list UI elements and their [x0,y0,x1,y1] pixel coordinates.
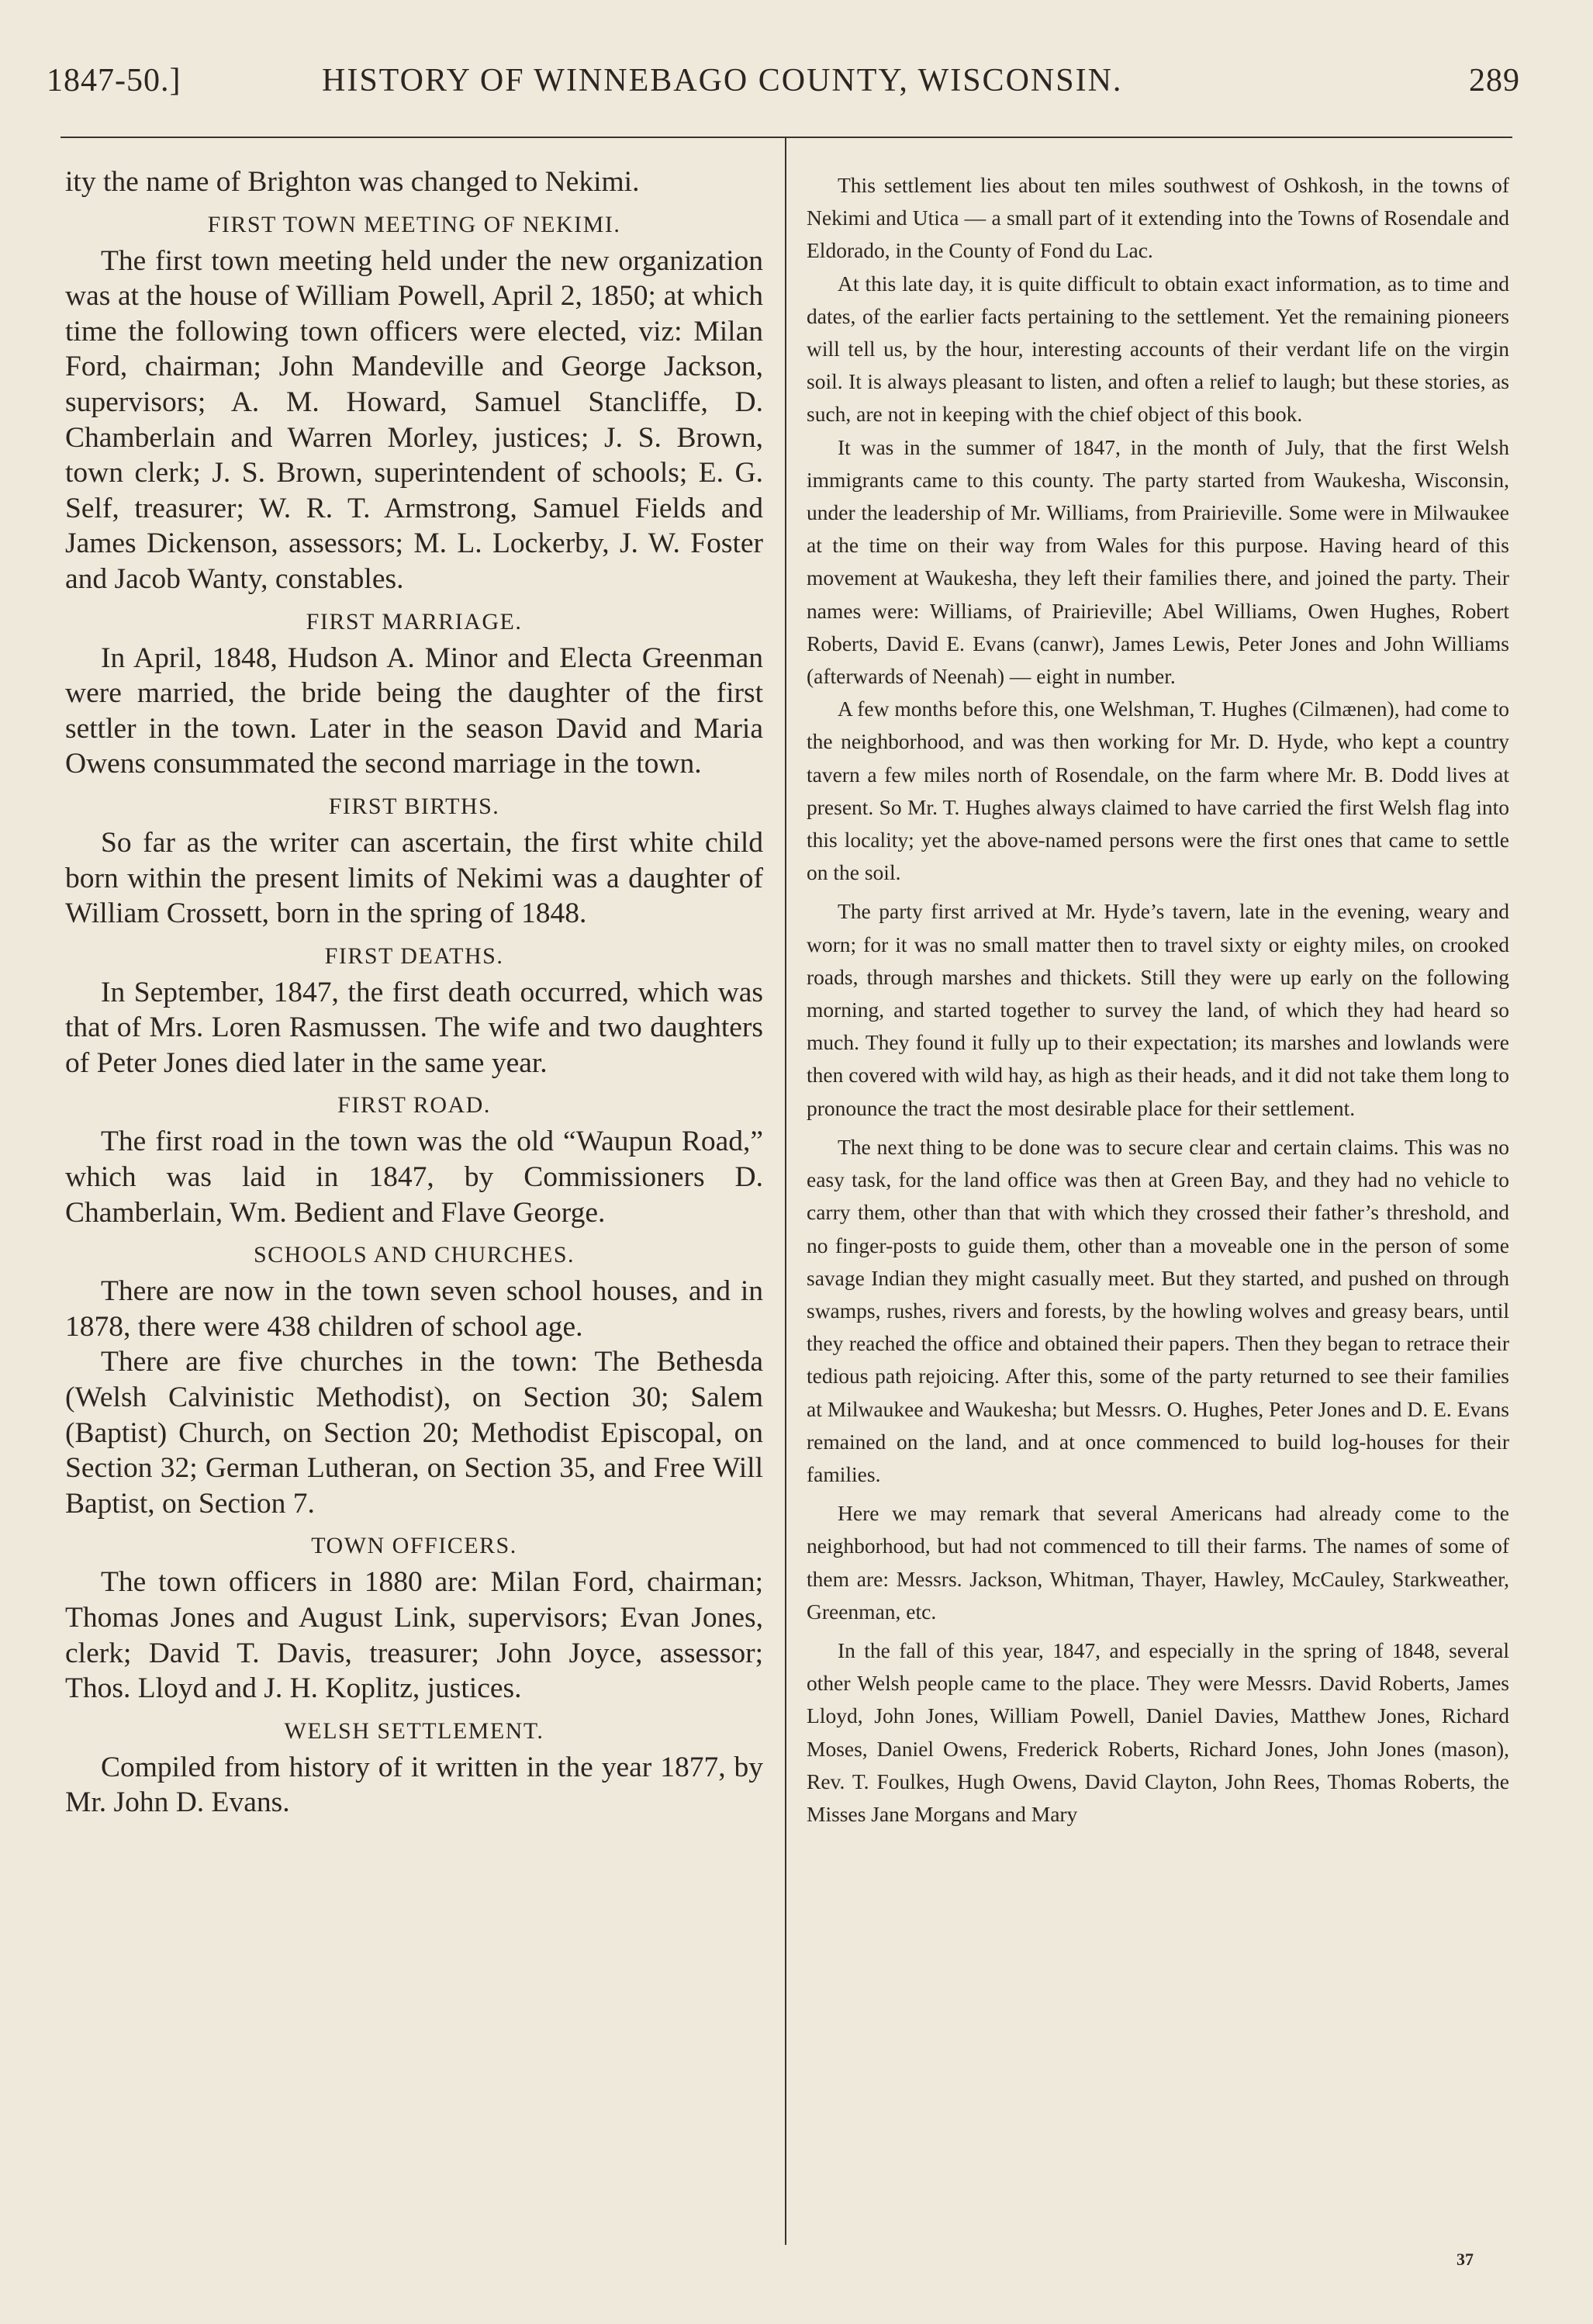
column-divider [785,138,786,2245]
paragraph: A few months before this, one Welshman, T. Hughes (Cilmænen), had come to the neighborhood, and was then working for Mr. D. Hyde, who kept a country tavern a few miles north of Rosendale, on the farm where Mr. B. Dodd lives at present. So Mr. T. Hughes always claimed to have carried the first Welsh flag into this locality; yet the above-named persons were the first ones that came to settle on the soil. [807,697,1509,885]
section-heading: FIRST DEATHS. [324,942,504,969]
paragraph: There are five churches in the town: The Bethesda (Welsh Calvinistic Methodist), on Section 30; Salem (Baptist) Church, on Section 20; Methodist Episcopal, on Section 32; German Lutheran, on Section 35, and Free Will Baptist, on Section 7. [65,1346,763,1520]
paragraph: The town officers in 1880 are: Milan Ford, chairman; Thomas Jones and August Link, supervisors; Evan Jones, clerk; David T. Davis, treasurer; John Joyce, assessor; Thos. Lloyd and J. H. Koplitz, justices. [65,1566,763,1705]
header-rule [60,137,1512,138]
left-column [65,164,763,1821]
section-heading: TOWN OFFICERS. [311,1533,517,1559]
paragraph: So far as the writer can ascertain, the first white child born within the present limits of Nekimi was a daughter of William Crossett, born in the spring of 1848. [65,826,763,930]
paragraph: This settlement lies about ten miles southwest of Oshkosh, in the towns of Nekimi and Utica — a small part of it extending into the Towns of Rosendale and Eldorado, in the County of Fond du Lac. [807,173,1509,263]
paragraph: Here we may remark that several Americans had already come to the neighborhood, but had not commenced to till their farms. The names of some of them are: Messrs. Jackson, Whitman, Thayer, Hawley, McCauley, Starkweather, Greenman, etc. [807,1501,1509,1624]
section-heading: FIRST BIRTHS. [328,793,500,819]
paragraph: The next thing to be done was to secure clear and certain claims. This was no easy task, for the land office was then at Green Bay, and they had no vehicle to carry them, other than that with which they crossed their father’s threshold, and no finger-posts to guide them, other than a moveable one in the person of some savage Indian they might casually meet. But they started, and pushed on through swamps, rushes, rivers and forests, by the howling wolves and greasy bears, until they reached the office and obtained their papers. Then they began to retrace their tedious path rejoicing. After this, some of the party returned to see their families at Milwaukee and Waukesha; but Messrs. O. Hughes, Peter Jones and D. E. Evans remained on the land, and at once commenced to build log-houses for their families. [807,1134,1509,1486]
header-title: HISTORY OF WINNEBAGO COUNTY, WISCONSIN. [322,63,1123,99]
page-number: 289 [1469,63,1520,99]
section-heading: FIRST TOWN MEETING OF NEKIMI. [207,211,621,237]
section-heading: SCHOOLS AND CHURCHES. [253,1242,575,1268]
running-header [47,62,1520,109]
paragraph: Compiled from history of it written in the year 1877, by Mr. John D. Evans. [65,1751,763,1819]
paragraph: It was in the summer of 1847, in the month of July, that the first Welsh immigrants came to this county. The party started from Waukesha, Wisconsin, under the leadership of Mr. Williams, from Prairieville. Some were in Milwaukee at the time on their way from Wales for this purpose. Having heard of this movement at Waukesha, they left their families there, and joined the party. Their names were: Williams, of Prairieville; Abel Williams, Owen Hughes, Robert Roberts, David E. Evans (canwr), James Lewis, Peter Jones and John Williams (afterwards of Neenah) — eight in number. [807,434,1509,689]
header-date-range: 1847-50.] [47,63,181,99]
section-heading: FIRST ROAD. [337,1092,491,1119]
paragraph: At this late day, it is quite difficult to obtain exact information, as to time and dates, of the earlier facts pertaining to the settlement. Yet the remaining pioneers will tell us, by the hour, interesting accounts of their verdant life on the virgin soil. It is always pleasant to listen, and often a relief to laugh; but these stories, as such, are not in keeping with the chief object of this book. [807,271,1509,427]
section-heading: FIRST MARRIAGE. [306,608,523,635]
paragraph: In September, 1847, the first death occurred, which was that of Mrs. Loren Rasmussen. The wife and two daughters of Peter Jones died later in the same year. [65,976,763,1079]
signature-mark: 37 [1457,2250,1474,2269]
paragraph: In the fall of this year, 1847, and especially in the spring of 1848, several other Welsh people came to the place. They were Messrs. David Roberts, James Lloyd, John Jones, William Powell, Daniel Davies, Matthew Jones, Richard Moses, Daniel Owens, Frederick Roberts, Richard Jones, John Jones (mason), Rev. T. Foulkes, Hugh Owens, David Clayton, John Rees, Thomas Roberts, the Misses Jane Morgans and Mary [807,1638,1509,1826]
right-column [807,169,1509,1831]
section-heading: WELSH SETTLEMENT. [284,1717,544,1744]
paragraph: In April, 1848, Hudson A. Minor and Electa Greenman were married, the bride being the daughter of the first settler in the town. Later in the season David and Maria Owens consummated the second marriage in the town. [65,642,763,780]
paragraph: There are now in the town seven school houses, and in 1878, there were 438 children of school age. [65,1275,763,1343]
paragraph: The party first arrived at Mr. Hyde’s tavern, late in the evening, weary and worn; for it was no small matter then to travel sixty or eighty miles, on crooked roads, through marshes and thickets. Still they were up early on the following morning, and started together to survey the land, of which they had heard so much. They found it fully up to their expectation; its marshes and lowlands were then covered with wild hay, as high as their heads, and it did not take them long to pronounce the tract the most desirable place for their settlement. [807,899,1509,1120]
paragraph: The first town meeting held under the new organization was at the house of William Powell, April 2, 1850; at which time the following town officers were elected, viz: Milan Ford, chairman; John Mandeville and George Jackson, supervisors; A. M. Howard, Samuel Stancliffe, D. Chamberlain and Warren Morley, justices; J. S. Brown, town clerk; J. S. Brown, superintendent of schools; E. G. Self, treasurer; W. R. T. Armstrong, Samuel Fields and James Dickenson, assessors; M. L. Lockerby, J. W. Foster and Jacob Wanty, constables. [65,244,763,595]
paragraph: The first road in the town was the old “Waupun Road,” which was laid in 1847, by Commissioners D. Chamberlain, Wm. Bedient and Flave George. [65,1126,763,1229]
paragraph: ity the name of Brighton was changed to Nekimi. [65,166,640,198]
